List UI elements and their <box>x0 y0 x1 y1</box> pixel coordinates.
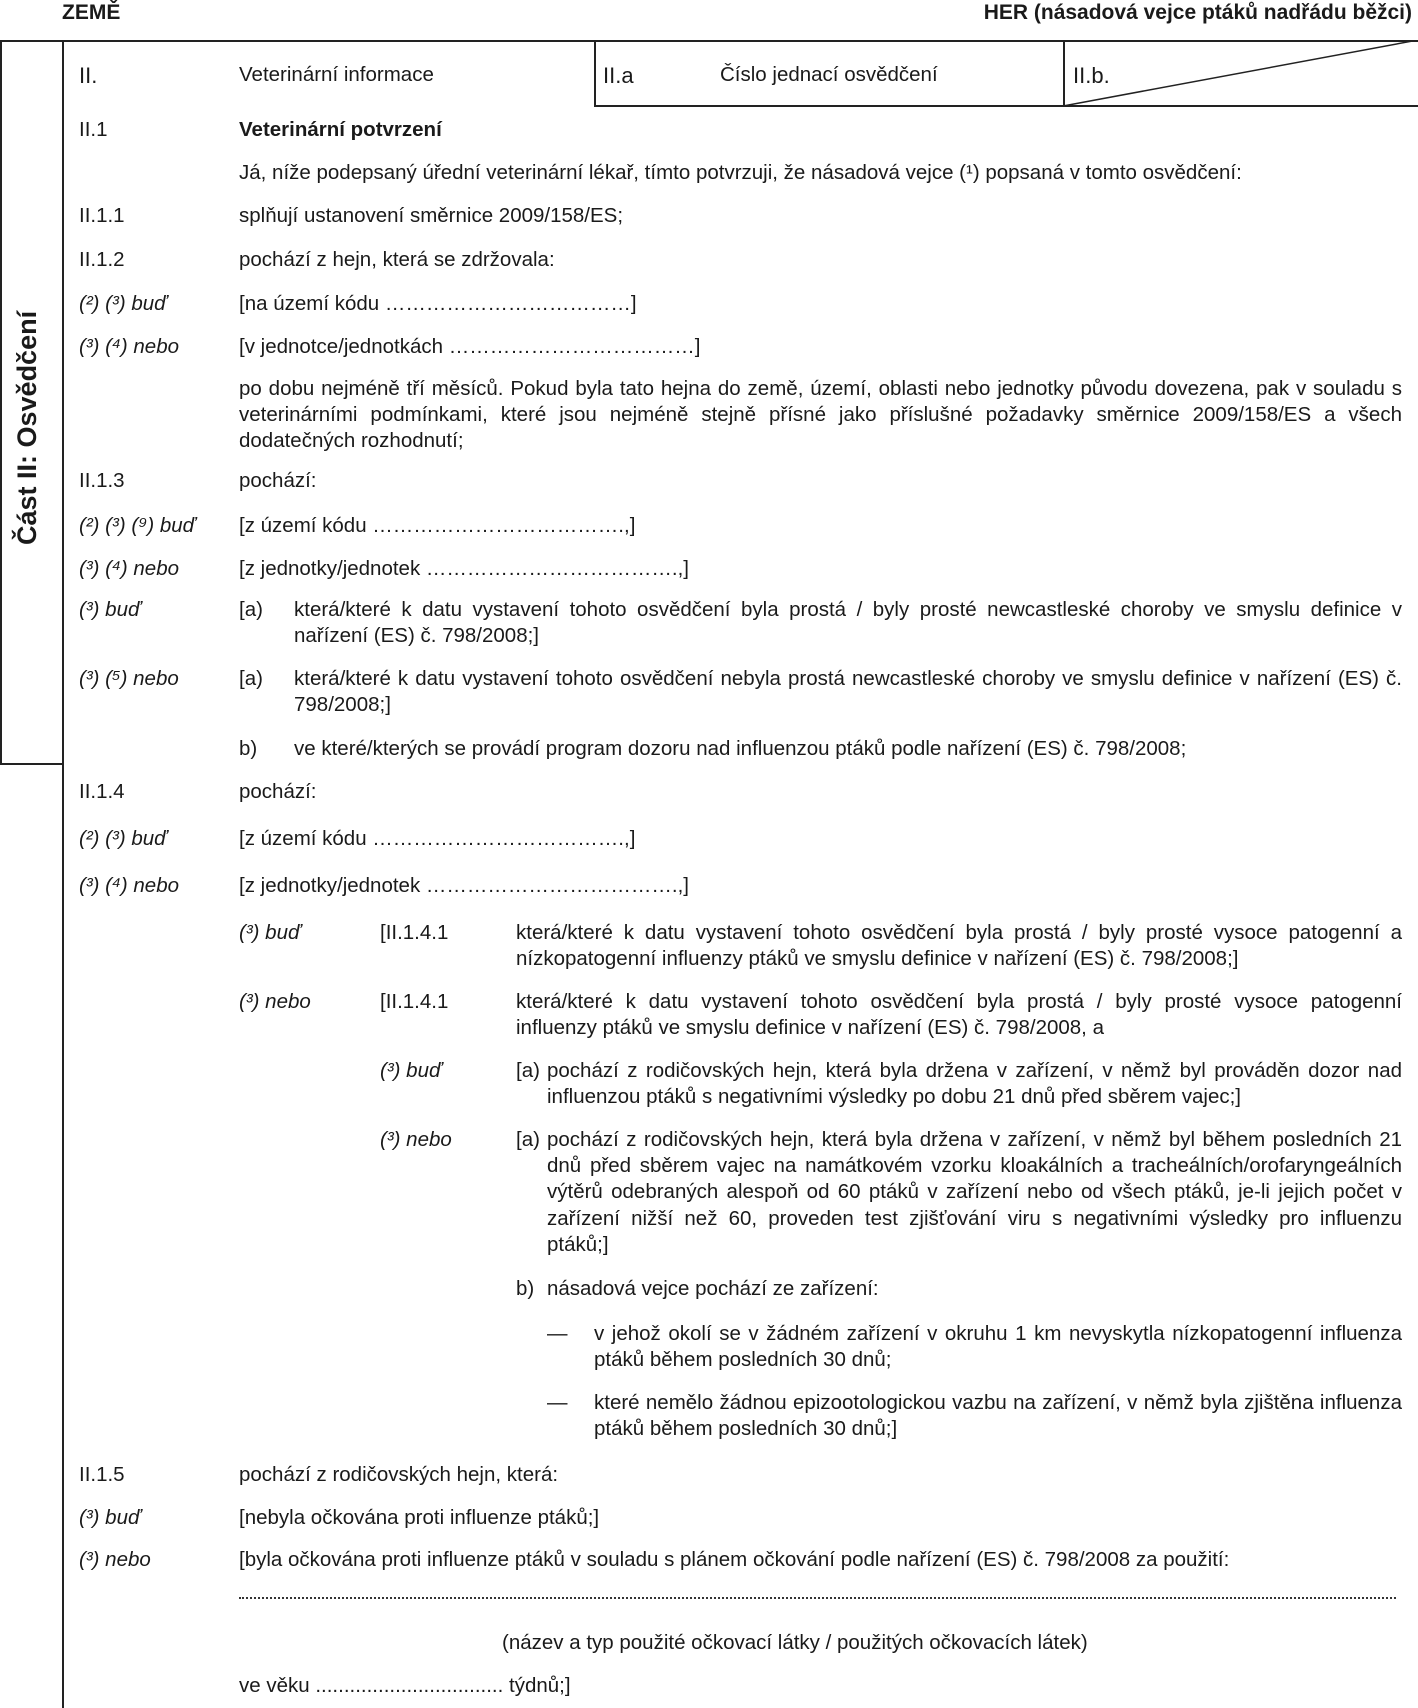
r5-text: která/které k datu vystavení tohoto osvědčení byla prostá / byly prosté newcastleské choroby ve smyslu definice v nařízení (ES) č. 798/2008;] <box>294 598 1402 648</box>
side-label: Část II: Osvědčení <box>12 310 42 545</box>
ii15-text: pochází z rodičovských hejn, která: <box>239 1463 559 1486</box>
r18-marker: (³) nebo <box>79 1548 151 1571</box>
r11-marker: (³) nebo <box>239 990 311 1013</box>
r5-marker: (³) buď <box>79 598 141 621</box>
model-header: HER (násadová vejce ptáků nadřádu běžci) <box>983 1 1412 24</box>
r6-letter: [a) <box>239 667 263 690</box>
r17-text: [nebyla očkována proti influenze ptáků;] <box>239 1506 600 1529</box>
r4-text: [z jednotky/jednotek ……………………………….,] <box>239 557 689 580</box>
r12-marker: (³) buď <box>380 1059 442 1082</box>
r12-text: pochází z rodičovských hejn, která byla držena v zařízení, v němž byl prováděn dozor nad influenzou ptáků s negativními výsledky po dobu 21 dnů před sběrem vajec;] <box>547 1059 1402 1109</box>
r4-marker: (³) (⁴) nebo <box>79 557 180 580</box>
iib-label: II.b. <box>1073 63 1110 88</box>
ref-title: Číslo jednací osvědčení <box>720 63 938 86</box>
r8-marker: (²) (³) buď <box>79 827 167 850</box>
r3-text: [z území kódu ……………………………….,] <box>239 514 636 537</box>
vaccine-caption: (název a typ použité očkovací látky / použitých očkovacích látek) <box>502 1631 1088 1654</box>
r10-marker: (³) buď <box>239 921 301 944</box>
r16-dash: — <box>547 1391 568 1414</box>
ii14-text: pochází: <box>239 780 317 803</box>
r1-marker: (²) (³) buď <box>79 292 167 315</box>
r8-text: [z území kódu ……………………………….,] <box>239 827 636 850</box>
r1-text: [na území kódu ………………………………] <box>239 292 637 315</box>
ii13-text: pochází: <box>239 469 317 492</box>
ii14-number: II.1.4 <box>79 780 125 803</box>
r13-letter: [a) <box>516 1128 540 1151</box>
ii12-number: II.1.2 <box>79 248 125 271</box>
para1-text: po dobu nejméně tří měsíců. Pokud byla tato hejna do země, území, oblasti nebo jednotky původu dovezena, pak v souladu s veterinárními podmínkami, které jsou nejméně stejně přísné jako příslušné požadavky směrnice 2009/158/ES a všech dodatečných rozhodnutí; <box>239 377 1402 453</box>
ref-label: II.a <box>603 63 634 88</box>
r17-marker: (³) buď <box>79 1506 141 1529</box>
r2-marker: (³) (⁴) nebo <box>79 335 180 358</box>
age-text: ve věku ................................. týdnů;] <box>239 1674 571 1697</box>
country-header: ZEMĚ <box>62 1 121 24</box>
r11-ref: [II.1.4.1 <box>380 990 449 1013</box>
r5-letter: [a) <box>239 598 263 621</box>
r3-marker: (²) (³) (⁹) buď <box>79 514 196 537</box>
r2-text: [v jednotce/jednotkách ………………………………] <box>239 335 701 358</box>
intro-text: Já, níže podepsaný úřední veterinární lékař, tímto potvrzuji, že násadová vejce (¹) popsaná v tomto osvědčení: <box>239 161 1242 184</box>
ii1-title: Veterinární potvrzení <box>239 118 442 141</box>
ii15-number: II.1.5 <box>79 1463 125 1486</box>
ii13-number: II.1.3 <box>79 469 125 492</box>
ii1-number: II.1 <box>79 118 108 141</box>
r7-letter: b) <box>239 737 258 760</box>
r9-marker: (³) (⁴) nebo <box>79 874 180 897</box>
divider-iia <box>594 40 596 106</box>
r9-text: [z jednotky/jednotek ……………………………….,] <box>239 874 689 897</box>
r15-dash: — <box>547 1322 568 1345</box>
section-number: II. <box>79 63 98 88</box>
r10-text: která/které k datu vystavení tohoto osvědčení byla prostá / byly prosté vysoce patogenní a nízkopatogenní influenzy ptáků ve smyslu definice v nařízení (ES) č. 798/2008;] <box>516 921 1402 971</box>
r16-text: které nemělo žádnou epizootologickou vazbu na zařízení, v němž byla zjištěna influenza ptáků během posledních 30 dnů;] <box>594 1391 1402 1441</box>
section-title: Veterinární informace <box>239 63 434 86</box>
r15-text: v jehož okolí se v žádném zařízení v okruhu 1 km nevyskytla nízkopatogenní influenza ptáků během posledních 30 dnů; <box>594 1322 1402 1372</box>
r18-text: [byla očkována proti influenze ptáků v souladu s plánem očkování podle nařízení (ES) č. 798/2008 za použití: <box>239 1548 1230 1571</box>
iib-strike-line <box>1063 40 1418 107</box>
ii11-number: II.1.1 <box>79 204 125 227</box>
r7-text: ve které/kterých se provádí program dozoru nad influenzou ptáků podle nařízení (ES) č. 798/2008; <box>294 737 1187 760</box>
r13-text: pochází z rodičovských hejn, která byla držena v zařízení, v němž byl během posledních 21 dnů před sběrem vajec na namátkovém vzorku kloakálních a tracheálních/orofaryngeálních výtěrů odebraných alespoň od 60 ptáků v zařízení nebo od všech ptáků, je-li jejich počet v zařízení nižší než 60, proveden test zjišťování viru s negativními výsledky pro influenzu ptáků;] <box>547 1128 1402 1256</box>
r11-text: která/které k datu vystavení tohoto osvědčení byla prostá / byly prosté vysoce patogenní influenzy ptáků ve smyslu definice v nařízení (ES) č. 798/2008, a <box>516 990 1402 1040</box>
r14-text: násadová vejce pochází ze zařízení: <box>547 1277 879 1300</box>
r6-text: která/které k datu vystavení tohoto osvědčení nebyla prostá newcastleské choroby ve smyslu definice v nařízení (ES) č. 798/2008;] <box>294 667 1402 717</box>
r12-letter: [a) <box>516 1059 540 1082</box>
ii12-text: pochází z hejn, která se zdržovala: <box>239 248 555 271</box>
r10-ref: [II.1.4.1 <box>380 921 449 944</box>
r13-marker: (³) nebo <box>380 1128 452 1151</box>
r6-marker: (³) (⁵) nebo <box>79 667 179 690</box>
r14-letter: b) <box>516 1277 535 1300</box>
ii11-text: splňují ustanovení směrnice 2009/158/ES; <box>239 204 624 227</box>
vaccine-dotted-line <box>239 1597 1396 1599</box>
